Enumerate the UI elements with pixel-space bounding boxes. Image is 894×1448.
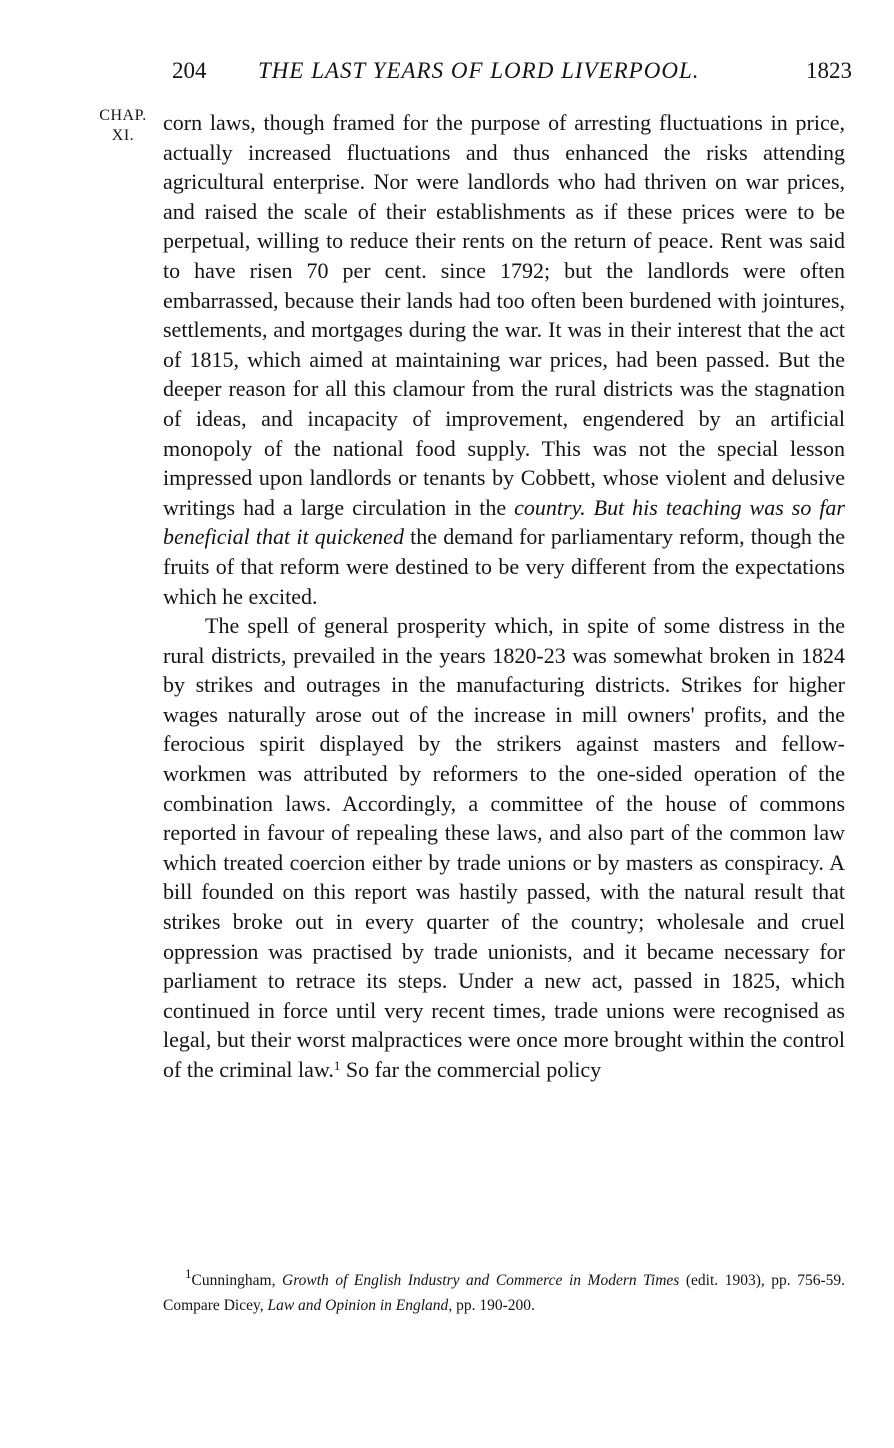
body-text	[163, 108, 845, 1085]
chapter-number: XI.	[111, 127, 135, 144]
paragraph-2-text: The spell of general prosperity which, in spite of some distress in the rural districts, prevailed in the years 1820-23 was somewhat broken in 1824 by strikes and outrages in the manufacturing districts. Strikes for higher wages naturally arose out of the increase in mill owners' profits, and the ferocious spirit displayed by the strikers against masters and fellow-workmen was attributed by reformers to the one-sided operation of the combination laws. Accordingly, a committee of the house of commons reported in favour of repealing these laws, and also part of the common law which treated coercion either by trade unions or by masters as conspiracy. A bill founded on this report was hastily passed, with the natural result that strikes broke out in every quarter of the country; wholesale and cruel oppression was practised by trade unionists, and it became necessary for parliament to retrace its steps. Under a new act, passed in 1825, which continued in force until very recent times, trade unions were recognised as legal, but their worst malpractices were once more brought within the control of the criminal law.	[163, 613, 845, 1082]
footnote-pages: , pp. 190-200.	[448, 1297, 535, 1314]
chapter-label: CHAP.	[99, 107, 147, 124]
footnotes	[163, 1268, 845, 1318]
paragraph-2-tail: So far the commercial policy	[340, 1057, 602, 1082]
footnote-author: Cunningham,	[191, 1272, 282, 1289]
footnote-title-1: Growth of English Industry and Commerce in Modern Times	[282, 1272, 680, 1289]
chapter-margin-label	[90, 106, 156, 146]
paragraph-1-text: corn laws, though framed for the purpose of arresting fluctuations in price, actually increased fluctuations and thus enhanced the risks attending agricultural enterprise. Nor were landlords who had thriven on war prices, and raised the scale of their establishments as if these prices were to be perpetual, willing to reduce their rents on the return of peace. Rent was said to have risen 70 per cent. since 1792; but the landlords were often embarrassed, because their lands had too often been burdened with jointures, settlements, and mortgages during the war. It was in their interest that the act of 1815, which aimed at maintaining war prices, had been passed. But the deeper reason for all this clamour from the rural districts was the stagnation of ideas, and incapacity of improvement, engendered by an artificial monopoly of the national food supply. This was not the special lesson impressed upon landlords or tenants by Cobbett, whose violent and delusive writings had a large circulation in the	[163, 110, 845, 520]
running-title: THE LAST YEARS OF LORD LIVERPOOL.	[258, 58, 700, 83]
paragraph-1-text-end: the demand for parliamentary reform, though the fruits of that reform were destined to be very different from the expectations which he excited.	[163, 524, 845, 609]
paragraph-1	[163, 108, 845, 611]
footnote-1	[163, 1268, 845, 1318]
header-year: 1823	[806, 58, 852, 83]
paragraph-2	[163, 611, 845, 1085]
page-number: 204	[172, 58, 207, 83]
footnote-title-2: Law and Opinion in England	[267, 1297, 449, 1314]
paragraph-1-italic: country. But his teaching was so far beneficial that it quickened	[163, 494, 845, 550]
footnote-marker: 1	[185, 1266, 192, 1281]
running-header	[172, 58, 852, 92]
footnote-edition: (edit. 1903), pp. 756-59. Compare Dicey,	[163, 1272, 845, 1314]
footnote-reference: 1	[333, 1058, 341, 1073]
